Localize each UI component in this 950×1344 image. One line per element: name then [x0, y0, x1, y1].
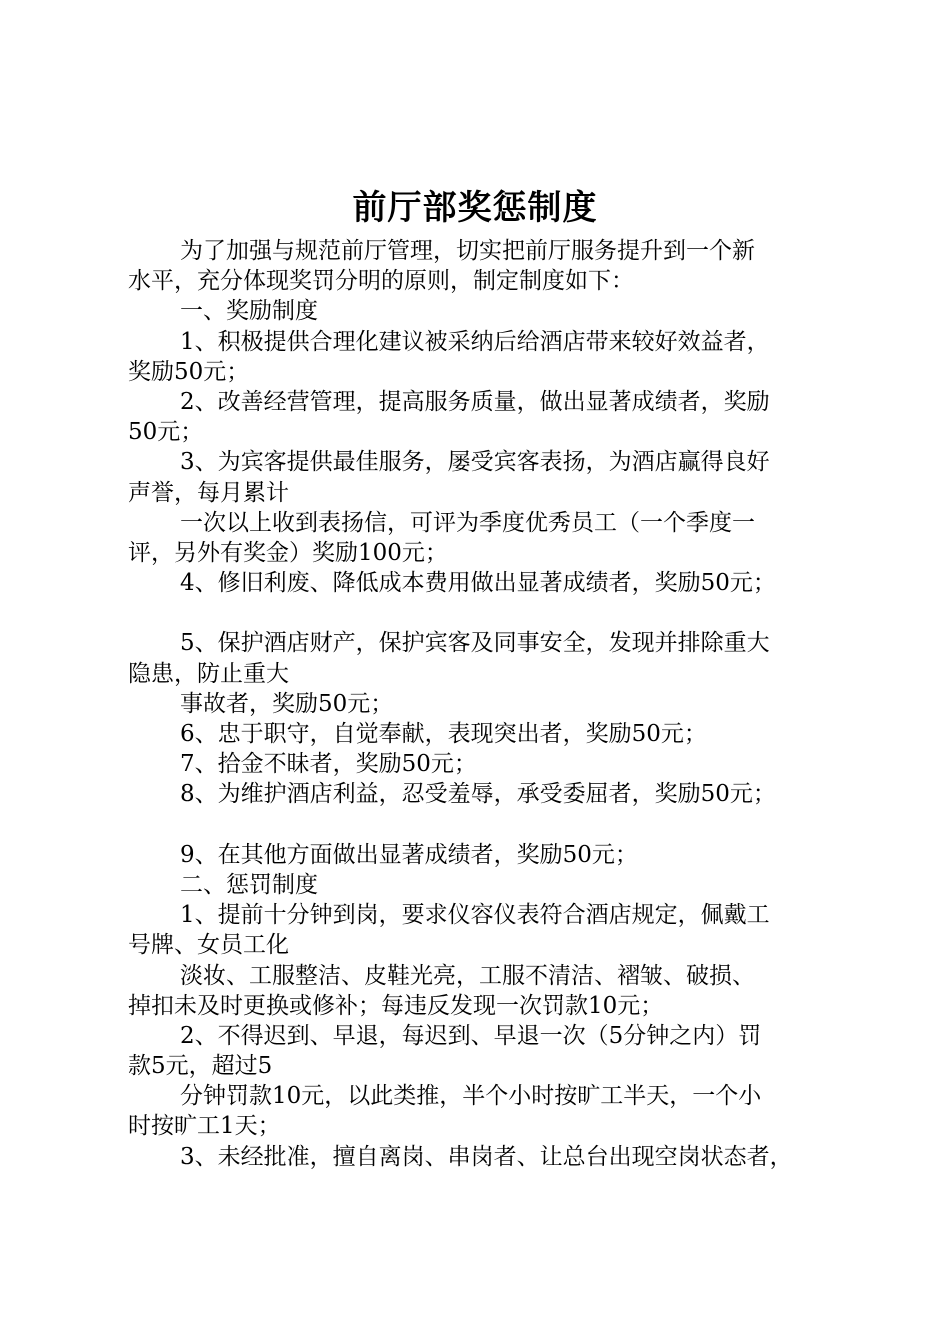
- paragraph-line: 6、忠于职守，自觉奉献，表现突出者，奖励50元；: [180, 721, 707, 747]
- paragraph-line: 4、修旧利废、降低成本费用做出显著成绩者，奖励50元；: [180, 570, 776, 597]
- paragraph-line: 奖励50元；: [128, 358, 250, 385]
- paragraph-line: 评，另外有奖金）奖励100元；: [128, 539, 448, 566]
- blank-line: [128, 810, 848, 840]
- paragraph-line: 2、改善经营管理，提高服务质量，做出显著成绩者，奖励: [180, 388, 770, 415]
- paragraph-line: 50元；: [128, 419, 204, 446]
- section-heading: 一、奖励制度: [180, 298, 318, 325]
- document-body: [128, 236, 848, 1172]
- paragraph-line: 事故者，奖励50元；: [180, 690, 394, 717]
- paragraph-line: 9、在其他方面做出显著成绩者，奖励50元；: [180, 841, 638, 868]
- paragraph-line: 号牌、女员工化: [128, 932, 289, 959]
- paragraph-line: 一次以上收到表扬信，可评为季度优秀员工（一个季度一: [180, 509, 755, 536]
- paragraph-line: 隐患，防止重大: [128, 660, 289, 687]
- paragraph-line: 声誉，每月累计: [128, 479, 289, 506]
- paragraph-line: 2、不得迟到、早退，每迟到、早退一次（5分钟之内）罚: [180, 1022, 762, 1049]
- blank-line: [128, 598, 848, 628]
- paragraph-line: 3、未经批准，擅自离岗、串岗者、让总台出现空岗状态者，: [180, 1143, 793, 1170]
- paragraph-line: 淡妆、工服整洁、皮鞋光亮，工服不清洁、褶皱、破损、: [180, 962, 755, 989]
- paragraph-line: 5、保护酒店财产，保护宾客及同事安全，发现并排除重大: [180, 630, 770, 657]
- paragraph-line: 时按旷工1天；: [128, 1113, 281, 1140]
- paragraph-line: 水平，充分体现奖罚分明的原则，制定制度如下：: [128, 268, 634, 295]
- paragraph-line: 掉扣未及时更换或修补；每违反发现一次罚款10元；: [128, 992, 664, 1019]
- paragraph-line: 1、积极提供合理化建议被采纳后给酒店带来较好效益者，: [180, 328, 770, 355]
- document-title: 前厅部奖惩制度: [352, 188, 598, 228]
- paragraph-line: 为了加强与规范前厅管理，切实把前厅服务提升到一个新: [180, 238, 755, 264]
- paragraph-line: 1、提前十分钟到岗，要求仪容仪表符合酒店规定，佩戴工: [180, 902, 770, 929]
- paragraph-line: 7、拾金不昧者，奖励50元；: [180, 751, 477, 778]
- paragraph-line: 款5元，超过5: [128, 1053, 273, 1080]
- paragraph-line: 8、为维护酒店利益，忍受羞辱，承受委屈者，奖励50元；: [180, 781, 776, 808]
- paragraph-line: 分钟罚款10元，以此类推，半个小时按旷工半天，一个小: [180, 1083, 762, 1110]
- paragraph-line: 3、为宾客提供最佳服务，屡受宾客表扬，为酒店赢得良好: [180, 449, 770, 476]
- section-heading: 二、惩罚制度: [180, 871, 318, 898]
